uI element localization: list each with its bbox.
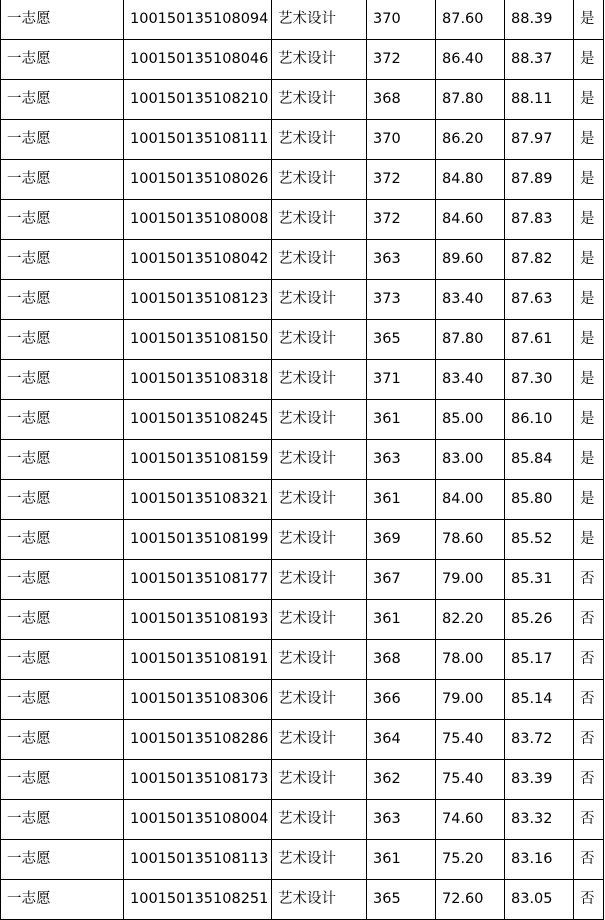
cell-major: 艺术设计	[272, 680, 367, 720]
table-row	[1, 360, 604, 400]
cell-exam-id: 100150135108123	[124, 280, 272, 320]
cell-admitted: 是	[574, 440, 604, 480]
cell-total-score: 87.83	[505, 200, 574, 240]
cell-preference: 一志愿	[1, 640, 124, 680]
cell-preference: 一志愿	[1, 160, 124, 200]
cell-major-score: 83.40	[436, 280, 505, 320]
cell-major: 艺术设计	[272, 200, 367, 240]
cell-admitted: 是	[574, 280, 604, 320]
cell-culture-score: 363	[367, 800, 436, 840]
cell-admitted: 否	[574, 560, 604, 600]
cell-total-score: 87.63	[505, 280, 574, 320]
table-row	[1, 320, 604, 360]
cell-exam-id: 100150135108008	[124, 200, 272, 240]
cell-preference: 一志愿	[1, 280, 124, 320]
cell-preference: 一志愿	[1, 720, 124, 760]
table-body	[1, 0, 604, 920]
cell-admitted: 否	[574, 800, 604, 840]
cell-major-score: 87.80	[436, 80, 505, 120]
cell-major: 艺术设计	[272, 880, 367, 920]
cell-major-score: 75.20	[436, 840, 505, 880]
cell-culture-score: 368	[367, 640, 436, 680]
cell-exam-id: 100150135108094	[124, 0, 272, 40]
cell-total-score: 85.31	[505, 560, 574, 600]
cell-total-score: 83.72	[505, 720, 574, 760]
cell-major: 艺术设计	[272, 640, 367, 680]
cell-culture-score: 370	[367, 120, 436, 160]
cell-culture-score: 366	[367, 680, 436, 720]
cell-total-score: 87.97	[505, 120, 574, 160]
cell-exam-id: 100150135108199	[124, 520, 272, 560]
table-row	[1, 0, 604, 40]
cell-major: 艺术设计	[272, 520, 367, 560]
cell-exam-id: 100150135108210	[124, 80, 272, 120]
cell-major-score: 86.40	[436, 40, 505, 80]
cell-admitted: 是	[574, 240, 604, 280]
cell-preference: 一志愿	[1, 320, 124, 360]
table-row	[1, 560, 604, 600]
cell-total-score: 87.30	[505, 360, 574, 400]
cell-major: 艺术设计	[272, 720, 367, 760]
cell-preference: 一志愿	[1, 840, 124, 880]
cell-major: 艺术设计	[272, 400, 367, 440]
cell-total-score: 87.89	[505, 160, 574, 200]
cell-preference: 一志愿	[1, 40, 124, 80]
cell-total-score: 86.10	[505, 400, 574, 440]
cell-admitted: 否	[574, 880, 604, 920]
cell-admitted: 是	[574, 520, 604, 560]
cell-total-score: 87.82	[505, 240, 574, 280]
cell-exam-id: 100150135108113	[124, 840, 272, 880]
cell-total-score: 88.11	[505, 80, 574, 120]
cell-total-score: 85.14	[505, 680, 574, 720]
cell-major: 艺术设计	[272, 40, 367, 80]
cell-culture-score: 370	[367, 0, 436, 40]
cell-exam-id: 100150135108245	[124, 400, 272, 440]
cell-culture-score: 373	[367, 280, 436, 320]
cell-major: 艺术设计	[272, 840, 367, 880]
cell-major-score: 85.00	[436, 400, 505, 440]
cell-major: 艺术设计	[272, 600, 367, 640]
table-row	[1, 480, 604, 520]
cell-preference: 一志愿	[1, 440, 124, 480]
table-row	[1, 200, 604, 240]
cell-admitted: 否	[574, 680, 604, 720]
cell-admitted: 否	[574, 600, 604, 640]
cell-total-score: 85.52	[505, 520, 574, 560]
cell-major-score: 79.00	[436, 560, 505, 600]
table-row	[1, 440, 604, 480]
cell-major: 艺术设计	[272, 0, 367, 40]
cell-exam-id: 100150135108318	[124, 360, 272, 400]
cell-total-score: 88.37	[505, 40, 574, 80]
cell-total-score: 87.61	[505, 320, 574, 360]
cell-admitted: 是	[574, 360, 604, 400]
cell-major-score: 83.00	[436, 440, 505, 480]
cell-admitted: 否	[574, 640, 604, 680]
table-row	[1, 600, 604, 640]
cell-total-score: 88.39	[505, 0, 574, 40]
cell-preference: 一志愿	[1, 680, 124, 720]
cell-culture-score: 372	[367, 200, 436, 240]
cell-major: 艺术设计	[272, 120, 367, 160]
cell-exam-id: 100150135108042	[124, 240, 272, 280]
cell-culture-score: 372	[367, 40, 436, 80]
cell-admitted: 是	[574, 40, 604, 80]
cell-admitted: 是	[574, 160, 604, 200]
cell-admitted: 否	[574, 720, 604, 760]
table-row	[1, 240, 604, 280]
cell-exam-id: 100150135108004	[124, 800, 272, 840]
cell-preference: 一志愿	[1, 600, 124, 640]
cell-preference: 一志愿	[1, 760, 124, 800]
cell-major-score: 78.00	[436, 640, 505, 680]
cell-major-score: 84.00	[436, 480, 505, 520]
table-row	[1, 400, 604, 440]
cell-exam-id: 100150135108251	[124, 880, 272, 920]
cell-major-score: 89.60	[436, 240, 505, 280]
cell-exam-id: 100150135108173	[124, 760, 272, 800]
cell-preference: 一志愿	[1, 0, 124, 40]
cell-total-score: 83.39	[505, 760, 574, 800]
cell-exam-id: 100150135108111	[124, 120, 272, 160]
cell-major: 艺术设计	[272, 800, 367, 840]
cell-major: 艺术设计	[272, 440, 367, 480]
cell-culture-score: 367	[367, 560, 436, 600]
cell-culture-score: 365	[367, 320, 436, 360]
cell-major-score: 74.60	[436, 800, 505, 840]
cell-culture-score: 365	[367, 880, 436, 920]
cell-exam-id: 100150135108046	[124, 40, 272, 80]
table-row	[1, 160, 604, 200]
cell-total-score: 83.32	[505, 800, 574, 840]
cell-culture-score: 372	[367, 160, 436, 200]
cell-admitted: 是	[574, 400, 604, 440]
cell-exam-id: 100150135108191	[124, 640, 272, 680]
cell-culture-score: 363	[367, 440, 436, 480]
cell-culture-score: 368	[367, 80, 436, 120]
table-row	[1, 680, 604, 720]
cell-admitted: 否	[574, 760, 604, 800]
cell-major-score: 78.60	[436, 520, 505, 560]
cell-preference: 一志愿	[1, 200, 124, 240]
cell-culture-score: 361	[367, 840, 436, 880]
table-row	[1, 40, 604, 80]
cell-culture-score: 361	[367, 400, 436, 440]
cell-admitted: 是	[574, 200, 604, 240]
cell-exam-id: 100150135108026	[124, 160, 272, 200]
cell-major: 艺术设计	[272, 280, 367, 320]
cell-major: 艺术设计	[272, 360, 367, 400]
cell-total-score: 85.17	[505, 640, 574, 680]
cell-exam-id: 100150135108159	[124, 440, 272, 480]
cell-major-score: 87.60	[436, 0, 505, 40]
cell-major: 艺术设计	[272, 560, 367, 600]
table-row	[1, 720, 604, 760]
cell-preference: 一志愿	[1, 480, 124, 520]
cell-major-score: 83.40	[436, 360, 505, 400]
cell-major: 艺术设计	[272, 240, 367, 280]
cell-admitted: 是	[574, 80, 604, 120]
cell-major-score: 75.40	[436, 760, 505, 800]
cell-admitted: 是	[574, 0, 604, 40]
cell-exam-id: 100150135108306	[124, 680, 272, 720]
cell-admitted: 是	[574, 120, 604, 160]
cell-major-score: 75.40	[436, 720, 505, 760]
cell-admitted: 是	[574, 320, 604, 360]
cell-culture-score: 361	[367, 600, 436, 640]
cell-preference: 一志愿	[1, 400, 124, 440]
cell-culture-score: 361	[367, 480, 436, 520]
table-row	[1, 80, 604, 120]
cell-preference: 一志愿	[1, 360, 124, 400]
cell-major-score: 79.00	[436, 680, 505, 720]
cell-major: 艺术设计	[272, 160, 367, 200]
cell-total-score: 85.84	[505, 440, 574, 480]
cell-total-score: 85.26	[505, 600, 574, 640]
cell-exam-id: 100150135108321	[124, 480, 272, 520]
cell-preference: 一志愿	[1, 240, 124, 280]
table-row	[1, 840, 604, 880]
cell-preference: 一志愿	[1, 80, 124, 120]
cell-admitted: 否	[574, 840, 604, 880]
cell-exam-id: 100150135108193	[124, 600, 272, 640]
cell-major-score: 84.60	[436, 200, 505, 240]
cell-major-score: 84.80	[436, 160, 505, 200]
cell-admitted: 是	[574, 480, 604, 520]
cell-total-score: 85.80	[505, 480, 574, 520]
table-row	[1, 640, 604, 680]
cell-exam-id: 100150135108177	[124, 560, 272, 600]
cell-major-score: 82.20	[436, 600, 505, 640]
cell-total-score: 83.05	[505, 880, 574, 920]
cell-major-score: 87.80	[436, 320, 505, 360]
cell-preference: 一志愿	[1, 880, 124, 920]
table-row	[1, 760, 604, 800]
cell-culture-score: 364	[367, 720, 436, 760]
table-row	[1, 280, 604, 320]
cell-major-score: 72.60	[436, 880, 505, 920]
cell-exam-id: 100150135108286	[124, 720, 272, 760]
table-row	[1, 880, 604, 920]
cell-culture-score: 369	[367, 520, 436, 560]
cell-culture-score: 362	[367, 760, 436, 800]
cell-major: 艺术设计	[272, 320, 367, 360]
cell-major: 艺术设计	[272, 760, 367, 800]
cell-culture-score: 371	[367, 360, 436, 400]
cell-major: 艺术设计	[272, 80, 367, 120]
cell-preference: 一志愿	[1, 560, 124, 600]
cell-culture-score: 363	[367, 240, 436, 280]
table-row	[1, 520, 604, 560]
cell-total-score: 83.16	[505, 840, 574, 880]
cell-preference: 一志愿	[1, 800, 124, 840]
table-row	[1, 120, 604, 160]
cell-exam-id: 100150135108150	[124, 320, 272, 360]
cell-preference: 一志愿	[1, 120, 124, 160]
cell-major: 艺术设计	[272, 480, 367, 520]
cell-major-score: 86.20	[436, 120, 505, 160]
cell-preference: 一志愿	[1, 520, 124, 560]
